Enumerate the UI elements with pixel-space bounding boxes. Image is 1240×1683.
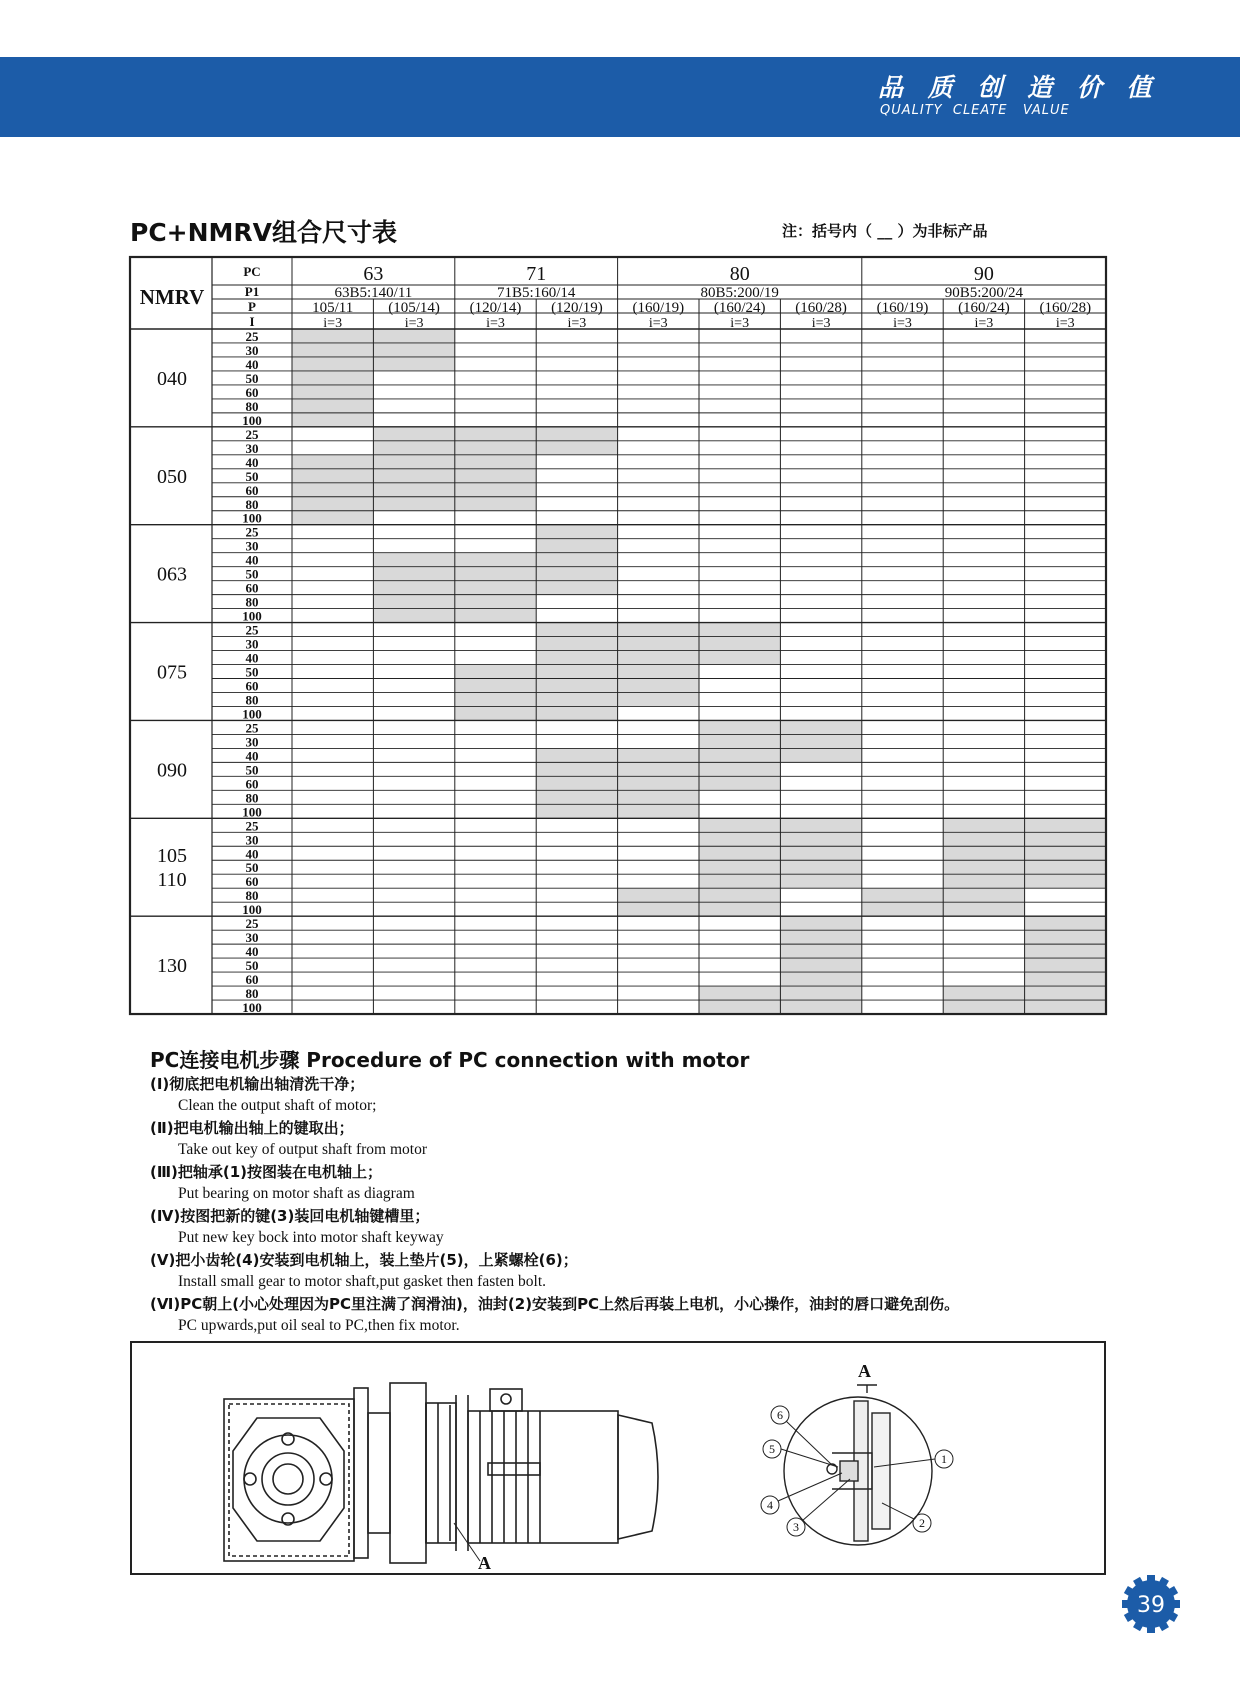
shaded-cell [699, 874, 780, 888]
ratio-label: 40 [245, 356, 259, 372]
ratio-label: 60 [245, 482, 259, 498]
i-value-label: i=3 [893, 316, 912, 331]
ratio-label: 80 [245, 398, 259, 414]
shaded-cell [780, 720, 861, 734]
shaded-cell [455, 441, 536, 455]
ratio-label: 100 [242, 706, 262, 722]
shaded-cell [455, 427, 536, 441]
shaded-cell [455, 469, 536, 483]
shaded-cell [699, 986, 780, 1000]
procedure-steps [150, 1073, 1230, 1337]
p-value-label: (160/19) [876, 300, 929, 316]
shaded-cell [943, 986, 1024, 1000]
i-value-label: i=3 [486, 316, 505, 331]
ratio-label: 25 [245, 524, 259, 540]
ratio-label: 25 [245, 329, 259, 344]
shaded-cell [292, 469, 373, 483]
ratio-label: 25 [245, 622, 259, 638]
shaded-cell [455, 567, 536, 581]
procedure-step [150, 1073, 1230, 1117]
row-label-i: I [249, 314, 255, 329]
shaded-cell [699, 860, 780, 874]
shaded-cell [618, 637, 699, 651]
ratio-label: 40 [245, 454, 259, 470]
nmrv-size-label: 050 [157, 465, 187, 488]
step-text-en: PC upwards,put oil seal to PC,then fix motor. [178, 1317, 460, 1334]
shaded-cell [699, 888, 780, 902]
slogan-en: QUALITY CLEATE VALUE [880, 103, 1070, 118]
shaded-cell [943, 902, 1024, 916]
shaded-cell [1025, 930, 1106, 944]
ratio-label: 50 [245, 664, 259, 680]
shaded-cell [943, 846, 1024, 860]
shaded-cell [699, 902, 780, 916]
shaded-cell [618, 692, 699, 706]
shaded-cell [1025, 874, 1106, 888]
shaded-cell [373, 609, 454, 623]
ratio-label: 40 [245, 944, 259, 960]
ratio-label: 40 [245, 552, 259, 568]
shaded-cell [1025, 846, 1106, 860]
assembly-drawing-frame [130, 1341, 1106, 1575]
shaded-cell [455, 609, 536, 623]
shaded-cell [292, 511, 373, 525]
shaded-cell [699, 651, 780, 665]
ratio-label: 60 [245, 580, 259, 596]
callout-3: 3 [793, 1520, 799, 1534]
shaded-cell [780, 930, 861, 944]
shaded-cell [373, 343, 454, 357]
shaded-cell [943, 874, 1024, 888]
i-value-label: i=3 [811, 316, 831, 331]
shaded-cell [618, 776, 699, 790]
callout-2: 2 [919, 1516, 925, 1530]
table-note: 注：括号内（ __ ）为非标产品 [782, 222, 988, 240]
shaded-cell [618, 651, 699, 665]
procedure-step [150, 1161, 1230, 1205]
nmrv-corner-label: NMRV [139, 285, 205, 309]
shaded-cell [536, 762, 617, 776]
shaded-cell [1025, 860, 1106, 874]
ratio-label: 60 [245, 384, 259, 400]
shaded-cell [862, 902, 943, 916]
section-label-left: A [478, 1553, 491, 1573]
i-value-label: i=3 [404, 316, 424, 331]
nmrv-size-label: 130 [157, 955, 187, 978]
shaded-cell [373, 581, 454, 595]
ratio-label: 50 [245, 468, 259, 484]
ratio-label: 100 [242, 1000, 262, 1016]
nmrv-size-label: 110 [157, 869, 187, 892]
shaded-cell [780, 874, 861, 888]
shaded-cell [780, 748, 861, 762]
nmrv-size-label: 090 [157, 759, 187, 782]
shaded-cell [1025, 1000, 1106, 1014]
p-value-label: (120/19) [551, 300, 603, 316]
shaded-cell [780, 972, 861, 986]
shaded-cell [536, 679, 617, 693]
step-text-cn: (Ⅳ)按图把新的键(3)装回电机轴键槽里； [150, 1207, 430, 1225]
shaded-cell [536, 637, 617, 651]
shaded-cell [780, 860, 861, 874]
detail-a-view [761, 1361, 953, 1545]
p1-spec-label: 80B5:200/19 [700, 285, 779, 301]
shaded-cell [780, 832, 861, 846]
procedure-step [150, 1205, 1230, 1249]
step-text-cn: (Ⅱ)把电机输出轴上的键取出； [150, 1119, 354, 1137]
shaded-cell [943, 832, 1024, 846]
shaded-cell [292, 357, 373, 371]
shaded-cell [699, 623, 780, 637]
shaded-cell [699, 734, 780, 748]
pc-group-label: 80 [729, 263, 750, 285]
shaded-cell [618, 888, 699, 902]
shaded-cell [1025, 958, 1106, 972]
shaded-cell [373, 553, 454, 567]
shaded-cell [536, 748, 617, 762]
worm-gearbox-icon [224, 1388, 390, 1561]
shaded-cell [780, 958, 861, 972]
shaded-cell [455, 679, 536, 693]
ratio-label: 30 [245, 832, 259, 848]
shaded-cell [373, 483, 454, 497]
row-label-p1: P1 [244, 284, 260, 299]
shaded-cell [536, 581, 617, 595]
shaded-cell [780, 944, 861, 958]
shaded-cell [618, 790, 699, 804]
shaded-cell [618, 623, 699, 637]
p1-spec-label: 71B5:160/14 [497, 285, 576, 301]
shaded-cell [536, 623, 617, 637]
shaded-cell [292, 343, 373, 357]
shaded-cell [292, 497, 373, 511]
shaded-cell [943, 1000, 1024, 1014]
step-text-cn: (Ⅰ)彻底把电机输出轴清洗干净； [150, 1075, 365, 1093]
shaded-cell [536, 567, 617, 581]
i-value-label: i=3 [1055, 316, 1075, 331]
shaded-cell [536, 553, 617, 567]
shaded-cell [1025, 818, 1106, 832]
ratio-label: 30 [245, 734, 259, 750]
ratio-label: 80 [245, 692, 259, 708]
shaded-cell [699, 748, 780, 762]
shaded-cell [292, 329, 373, 343]
shaded-cell [455, 665, 536, 679]
shaded-cell [618, 665, 699, 679]
step-text-en: Put new key bock into motor shaft keyway [178, 1229, 444, 1246]
ratio-label: 60 [245, 972, 259, 988]
shaded-cell [618, 762, 699, 776]
shaded-cell [536, 525, 617, 539]
ratio-label: 60 [245, 874, 259, 890]
ratio-label: 100 [242, 608, 262, 624]
shaded-cell [455, 706, 536, 720]
shaded-cell [1025, 944, 1106, 958]
ratio-label: 60 [245, 776, 259, 792]
callout-5: 5 [769, 1442, 775, 1456]
step-text-cn: (Ⅴ)把小齿轮(4)安装到电机轴上，装上垫片(5)，上紧螺栓(6)； [150, 1251, 578, 1269]
shaded-cell [455, 581, 536, 595]
shaded-cell [536, 706, 617, 720]
shaded-cell [455, 455, 536, 469]
shaded-cell [455, 553, 536, 567]
shaded-cell [536, 692, 617, 706]
p-value-label: (160/28) [1039, 300, 1092, 316]
shaded-cell [455, 692, 536, 706]
shaded-cell [292, 385, 373, 399]
gear-tooth [1147, 1575, 1155, 1585]
shaded-cell [699, 846, 780, 860]
nmrv-size-label: 063 [157, 563, 187, 586]
pc-group-label: 90 [973, 263, 994, 285]
row-label-pc: PC [243, 264, 261, 279]
shaded-cell [373, 441, 454, 455]
nmrv-size-label: 105 [157, 845, 187, 868]
shaded-cell [373, 469, 454, 483]
ratio-label: 50 [245, 958, 259, 974]
i-value-label: i=3 [648, 316, 668, 331]
ratio-label: 60 [245, 678, 259, 694]
page-number: 39 [1137, 1593, 1165, 1618]
shaded-cell [943, 860, 1024, 874]
shaded-cell [373, 567, 454, 581]
gear-tooth [1122, 1600, 1132, 1608]
shaded-cell [373, 497, 454, 511]
shaded-cell [780, 916, 861, 930]
step-text-en: Take out key of output shaft from motor [178, 1141, 428, 1158]
callout-1: 1 [941, 1452, 947, 1466]
p-value-label: (160/24) [713, 300, 766, 316]
procedure-title: PC连接电机步骤 Procedure of PC connection with motor [150, 1048, 750, 1072]
callout-6: 6 [777, 1408, 783, 1422]
ratio-label: 40 [245, 846, 259, 862]
step-text-cn: (Ⅲ)把轴承(1)按图装在电机轴上； [150, 1163, 383, 1181]
shaded-cell [536, 804, 617, 818]
pc-group-label: 63 [363, 263, 384, 285]
ratio-label: 30 [245, 538, 259, 554]
ratio-label: 30 [245, 342, 259, 358]
procedure-step [150, 1249, 1230, 1293]
ratio-label: 100 [242, 510, 262, 526]
shaded-cell [699, 1000, 780, 1014]
pc-group-label: 71 [526, 263, 547, 285]
procedure-step [150, 1117, 1230, 1161]
i-value-label: i=3 [323, 316, 343, 331]
shaded-cell [455, 497, 536, 511]
ratio-label: 25 [245, 426, 259, 442]
shaded-cell [292, 455, 373, 469]
shaded-cell [536, 790, 617, 804]
shaded-cell [780, 734, 861, 748]
shaded-cell [455, 483, 536, 497]
shaded-cell [699, 762, 780, 776]
i-value-label: i=3 [730, 316, 750, 331]
shaded-cell [1025, 832, 1106, 846]
shaded-cell [536, 441, 617, 455]
pc-reducer-icon [390, 1383, 468, 1563]
p-value-label: (105/14) [388, 300, 440, 316]
shaded-cell [699, 720, 780, 734]
p-value-label: 105/11 [312, 300, 354, 316]
p-value-label: (160/19) [632, 300, 685, 316]
shaded-cell [699, 832, 780, 846]
ratio-label: 30 [245, 930, 259, 946]
shaded-cell [1025, 986, 1106, 1000]
shaded-cell [536, 776, 617, 790]
shaded-cell [862, 888, 943, 902]
ratio-label: 80 [245, 594, 259, 610]
nmrv-size-label: 040 [157, 367, 187, 390]
shaded-cell [1025, 972, 1106, 986]
shaded-cell [373, 357, 454, 371]
ratio-label: 100 [242, 412, 262, 428]
p-value-label: (160/24) [958, 300, 1010, 316]
shaded-cell [1025, 916, 1106, 930]
shaded-cell [699, 637, 780, 651]
page-number-badge [1120, 1573, 1182, 1635]
shaded-cell [780, 846, 861, 860]
shaded-cell [780, 986, 861, 1000]
ratio-label: 40 [245, 650, 259, 666]
step-text-en: Clean the output shaft of motor; [178, 1097, 377, 1114]
shaded-cell [373, 427, 454, 441]
shaded-cell [292, 371, 373, 385]
shaded-cell [536, 665, 617, 679]
ratio-label: 25 [245, 720, 259, 736]
gear-tooth [1170, 1600, 1180, 1608]
ratio-label: 25 [245, 916, 259, 932]
shaded-cell [943, 888, 1024, 902]
i-value-label: i=3 [567, 316, 587, 331]
ratio-label: 25 [245, 818, 259, 834]
section-label-detail: A [858, 1361, 871, 1381]
shaded-cell [292, 413, 373, 427]
shaded-cell [699, 776, 780, 790]
shaded-cell [373, 329, 454, 343]
shaded-cell [373, 595, 454, 609]
ratio-label: 50 [245, 370, 259, 386]
shaded-cell [292, 399, 373, 413]
shaded-cell [536, 651, 617, 665]
shaded-cell [536, 539, 617, 553]
shaded-cell [292, 483, 373, 497]
step-text-en: Put bearing on motor shaft as diagram [178, 1185, 415, 1202]
shaded-cell [455, 595, 536, 609]
ratio-label: 100 [242, 804, 262, 820]
shaded-cell [618, 902, 699, 916]
shaded-cell [780, 818, 861, 832]
callout-4: 4 [767, 1498, 773, 1512]
shaded-cell [618, 679, 699, 693]
ratio-label: 80 [245, 496, 259, 512]
ratio-label: 30 [245, 636, 259, 652]
p1-spec-label: 90B5:200/24 [944, 285, 1024, 301]
nmrv-size-label: 075 [157, 661, 187, 684]
ratio-label: 50 [245, 860, 259, 876]
shaded-cell [536, 427, 617, 441]
shaded-cell [618, 804, 699, 818]
shaded-cell [699, 818, 780, 832]
step-text-en: Install small gear to motor shaft,put gasket then fasten bolt. [178, 1273, 547, 1290]
assembly-drawing [132, 1343, 1104, 1573]
ratio-label: 50 [245, 762, 259, 778]
shaded-cell [373, 455, 454, 469]
ratio-label: 80 [245, 986, 259, 1002]
ratio-label: 30 [245, 440, 259, 456]
gear-tooth [1147, 1623, 1155, 1633]
page-title: PC+NMRV组合尺寸表 [130, 218, 398, 247]
procedure-step [150, 1293, 1230, 1337]
ratio-label: 100 [242, 902, 262, 918]
shaded-cell [943, 818, 1024, 832]
p1-spec-label: 63B5:140/11 [334, 285, 413, 301]
shaded-cell [618, 748, 699, 762]
ratio-label: 40 [245, 748, 259, 764]
step-text-cn: (Ⅵ)PC朝上(小心处理因为PC里注满了润滑油)，油封(2)安装到PC上然后再装上电机，小心操作，油封的唇口避免刮伤。 [150, 1295, 960, 1313]
p-value-label: (160/28) [795, 300, 847, 316]
motor-icon [468, 1389, 658, 1543]
slogan-cn: 品 质 创 造 价 值 [878, 73, 1160, 102]
row-label-p: P [248, 299, 256, 314]
p-value-label: (120/14) [469, 300, 522, 316]
ratio-label: 80 [245, 888, 259, 904]
ratio-label: 80 [245, 790, 259, 806]
i-value-label: i=3 [974, 316, 994, 331]
shaded-cell [780, 1000, 861, 1014]
ratio-label: 50 [245, 566, 259, 582]
